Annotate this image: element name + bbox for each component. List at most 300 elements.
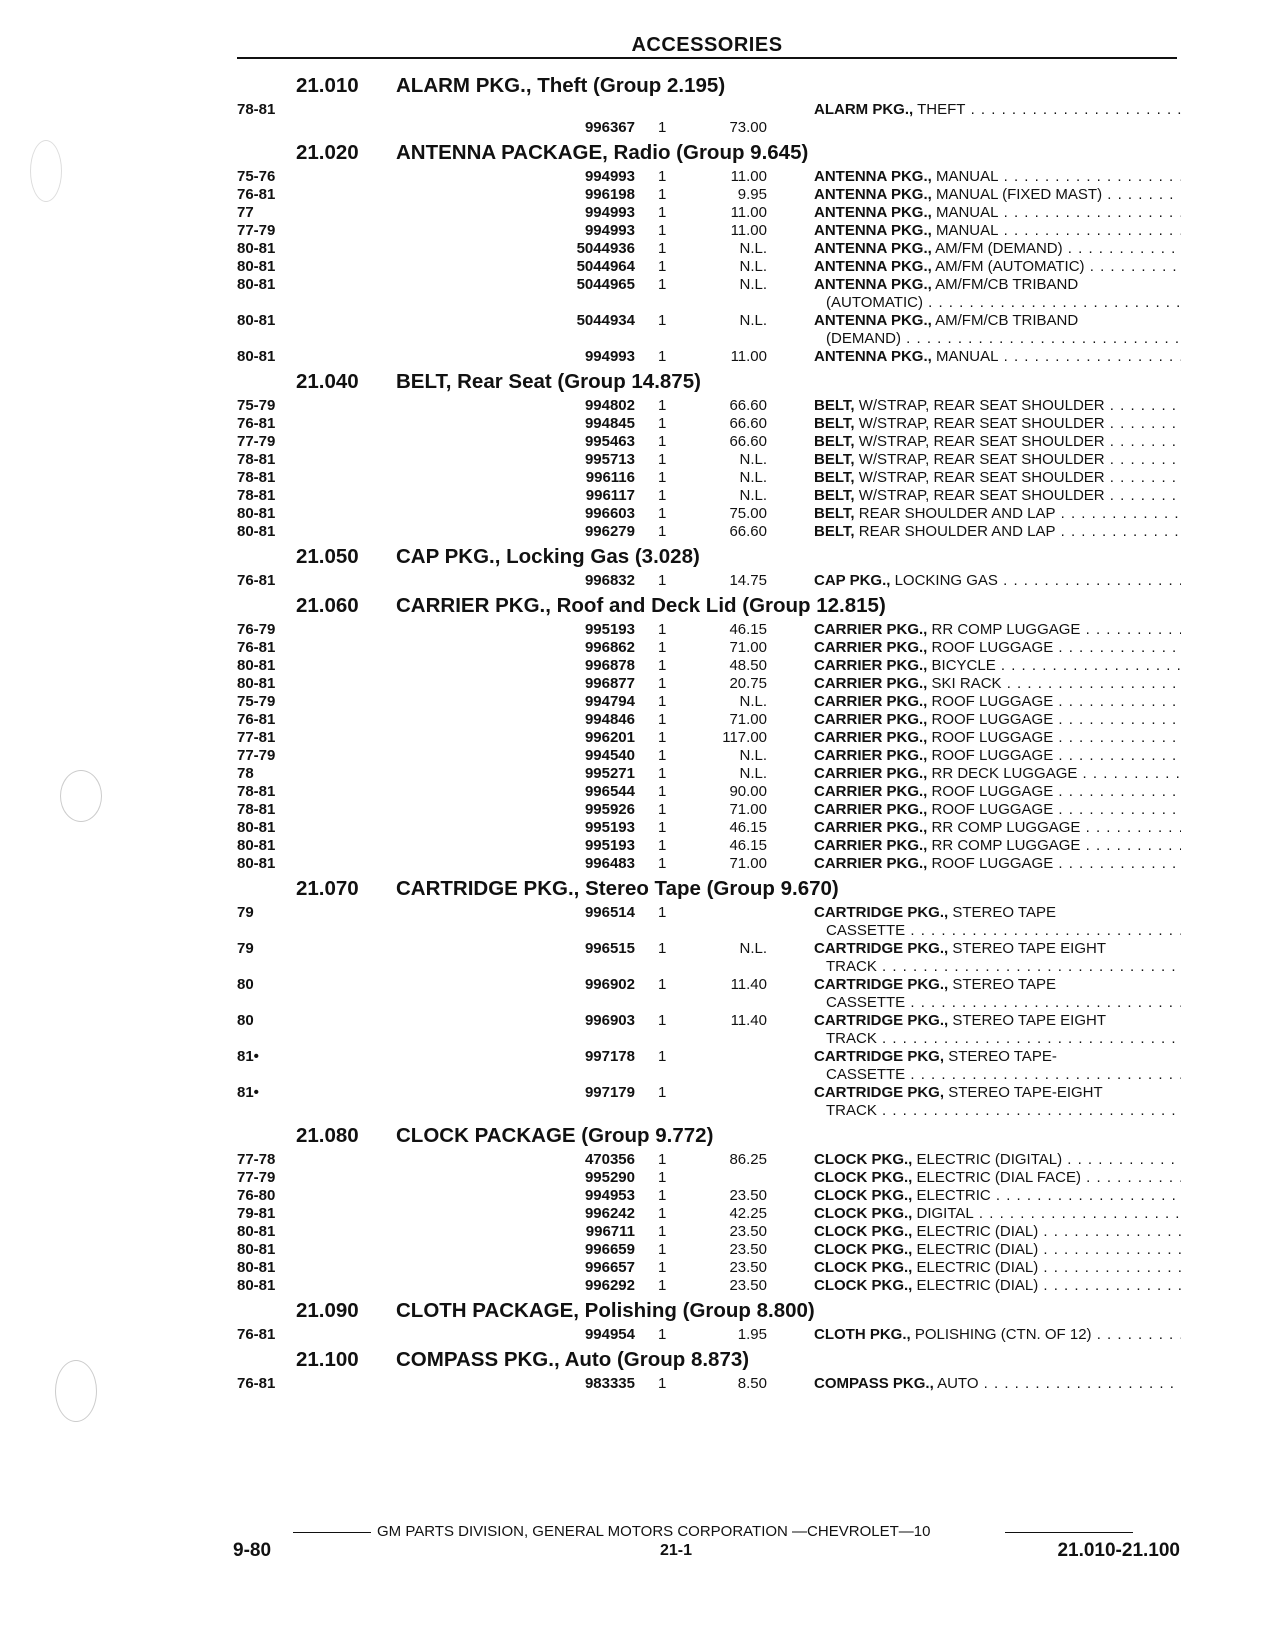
model-year: 76-79 [237,621,276,638]
description-text [814,657,1181,675]
part-number: 996367 [584,119,635,136]
quantity: 1 [658,348,667,365]
quantity: 1 [658,487,667,504]
description-line [814,487,1181,505]
description-keyword: BELT, [814,523,855,540]
parts-row [237,904,1182,940]
description-keyword: CARRIER PKG., [814,675,928,692]
price: 66.60 [729,415,767,432]
quantity: 1 [658,976,667,993]
quantity: 1 [658,1151,667,1168]
model-year: 77-79 [237,1169,276,1186]
description-detail: REAR SHOULDER AND LAP [858,523,1056,540]
description-keyword: BELT, [814,469,855,486]
part-number: 995926 [584,801,635,818]
description-line [814,168,1181,186]
part-number: 997179 [584,1084,635,1101]
model-year: 80-81 [237,276,276,293]
part-number: 994845 [584,415,635,432]
description-detail: (DEMAND) [826,330,901,347]
quantity: 1 [658,765,667,782]
description-detail: MANUAL [935,348,999,365]
parts-row [237,258,1182,276]
price: N.L. [739,940,767,957]
description-line [814,783,1181,801]
price: N.L. [739,765,767,782]
description-text [814,976,1181,1012]
quantity: 1 [658,1187,667,1204]
description-detail: ROOF LUGGAGE [931,801,1054,818]
description-text [814,783,1181,801]
price: 46.15 [729,621,767,638]
description-keyword: CLOCK PKG., [814,1241,913,1258]
description-detail: STEREO TAPE EIGHT [952,1012,1106,1029]
price: 11.00 [730,168,767,185]
model-year: 80-81 [237,1277,276,1294]
description-cell [814,693,1181,711]
quantity: 1 [658,621,667,638]
parts-row [237,639,1182,657]
section-heading [237,590,1182,621]
parts-row [237,976,1182,1012]
quantity: 1 [658,837,667,854]
description-detail: MANUAL [935,222,999,239]
parts-row [237,168,1182,186]
parts-row [237,837,1182,855]
section-title: CARRIER PKG., Roof and Deck Lid (Group 12.815) [396,594,886,617]
description-cell [814,855,1181,873]
description-line [814,1326,1181,1344]
model-year: 80-81 [237,1241,276,1258]
description-keyword: CARRIER PKG., [814,819,928,836]
quantity: 1 [658,1375,667,1392]
description-detail: ELECTRIC (DIAL) [916,1259,1039,1276]
price: 46.15 [729,837,767,854]
quantity: 1 [658,1084,667,1101]
description-detail: W/STRAP, REAR SEAT SHOULDER [858,433,1105,450]
description-keyword: CARTRIDGE PKG., [814,976,949,993]
parts-row [237,523,1182,541]
section-title: CLOCK PACKAGE (Group 9.772) [396,1124,714,1147]
quantity: 1 [658,1223,667,1240]
model-year: 80-81 [237,819,276,836]
quantity: 1 [658,1326,667,1343]
footer-section-range: 21.010-21.100 [1057,1540,1180,1561]
model-year: 81• [237,1048,259,1065]
quantity: 1 [658,222,667,239]
description-cell [814,801,1181,819]
parts-row [237,433,1182,451]
description-cell [814,729,1181,747]
section-title: COMPASS PKG., Auto (Group 8.873) [396,1348,750,1371]
description-text [814,1187,1181,1205]
parts-row [237,276,1182,312]
part-number: 996242 [584,1205,635,1222]
part-number: 994993 [584,204,635,221]
description-cell [814,819,1181,837]
description-text [814,1169,1181,1187]
quantity: 1 [658,729,667,746]
description-line [814,1169,1181,1187]
description-keyword: CARRIER PKG., [814,801,928,818]
description-text [814,204,1181,222]
model-year: 78-81 [237,487,276,504]
description-cell [814,765,1181,783]
model-year: 79 [237,940,254,957]
model-year: 75-76 [237,168,276,185]
description-detail: MANUAL (FIXED MAST) [935,186,1103,203]
quantity: 1 [658,240,667,257]
part-number: 994993 [584,168,635,185]
price: 75.00 [729,505,767,522]
description-line [814,294,1181,312]
description-cell [814,523,1181,541]
description-cell [814,1084,1181,1120]
description-line [814,940,1181,958]
description-line [814,330,1181,348]
parts-row [237,940,1182,976]
model-year: 80 [237,1012,254,1029]
section-title: ANTENNA PACKAGE, Radio (Group 9.645) [396,141,809,164]
description-text [814,1151,1181,1169]
price: 1.95 [737,1326,767,1343]
description-keyword: CARRIER PKG., [814,747,928,764]
description-detail: W/STRAP, REAR SEAT SHOULDER [858,487,1105,504]
description-cell [814,1241,1181,1259]
description-cell [814,711,1181,729]
scan-artifact [55,1360,97,1422]
description-detail: CASSETTE [826,1066,906,1083]
part-number: 995193 [584,819,635,836]
part-number: 996544 [584,783,635,800]
part-number: 996201 [584,729,635,746]
price: 66.60 [729,397,767,414]
part-number: 994954 [584,1326,635,1343]
parts-row [237,451,1182,469]
description-keyword: CLOCK PKG., [814,1205,913,1222]
description-text [814,1223,1181,1241]
quantity: 1 [658,1012,667,1029]
description-line [814,505,1181,523]
description-line [814,572,1181,590]
description-cell [814,1375,1181,1393]
description-detail: TRACK [826,1030,877,1047]
description-detail: ROOF LUGGAGE [931,693,1054,710]
model-year: 80-81 [237,855,276,872]
parts-row [237,855,1182,873]
price: 48.50 [729,657,767,674]
price: 66.60 [729,523,767,540]
description-keyword: CARRIER PKG., [814,639,928,656]
description-line [814,451,1181,469]
footer-page-number: 21-1 [660,1542,693,1559]
model-year: 78-81 [237,451,276,468]
quantity: 1 [658,855,667,872]
section-number: 21.020 [296,141,359,164]
description-text [814,765,1181,783]
model-year: 80-81 [237,312,276,329]
part-number: 470356 [584,1151,635,1168]
description-cell [814,397,1181,415]
description-text [814,312,1181,348]
description-cell [814,433,1181,451]
parts-row [237,801,1182,819]
model-year: 76-81 [237,1326,276,1343]
model-year: 76-80 [237,1187,276,1204]
description-keyword: CLOTH PKG., [814,1326,911,1343]
part-number: 994993 [584,348,635,365]
description-line [814,1102,1181,1120]
description-text [814,1012,1181,1048]
description-text [814,1205,1181,1223]
description-detail: TRACK [826,958,877,975]
price: 46.15 [729,819,767,836]
quantity: 1 [658,1241,667,1258]
parts-row [237,783,1182,801]
description-keyword: ANTENNA PKG., [814,240,932,257]
model-year: 78 [237,765,254,782]
description-detail: ELECTRIC (DIAL) [916,1223,1039,1240]
part-number: 983335 [584,1375,635,1392]
description-cell [814,451,1181,469]
parts-row [237,657,1182,675]
model-year: 80-81 [237,523,276,540]
description-cell [814,1187,1181,1205]
description-keyword: ANTENNA PKG., [814,312,932,329]
quantity: 1 [658,276,667,293]
part-number: 994794 [584,693,635,710]
description-detail: AM/FM (AUTOMATIC) [935,258,1085,275]
parts-row [237,1012,1182,1048]
model-year: 79-81 [237,1205,276,1222]
description-cell [814,621,1181,639]
quantity: 1 [658,1048,667,1065]
model-year: 76-81 [237,572,276,589]
description-detail: W/STRAP, REAR SEAT SHOULDER [858,451,1105,468]
description-text [814,505,1181,523]
model-year: 80-81 [237,505,276,522]
price: N.L. [739,693,767,710]
parts-row [237,1169,1182,1187]
parts-row [237,487,1182,505]
description-keyword: ANTENNA PKG., [814,276,932,293]
description-keyword: CLOCK PKG., [814,1151,913,1168]
parts-row [237,397,1182,415]
quantity: 1 [658,451,667,468]
model-year: 76-81 [237,1375,276,1392]
parts-listing [237,70,1182,1393]
description-keyword: CARTRIDGE PKG., [814,1012,949,1029]
description-line [814,765,1181,783]
model-year: 77 [237,204,254,221]
description-cell [814,469,1181,487]
section-title: CARTRIDGE PKG., Stereo Tape (Group 9.670) [396,877,839,900]
description-cell [814,837,1181,855]
part-number: 5044965 [576,276,635,293]
price: 14.75 [729,572,767,589]
description-keyword: CARTRIDGE PKG., [814,904,949,921]
part-number: 996832 [584,572,635,589]
model-year: 79 [237,904,254,921]
description-line [814,348,1181,366]
description-keyword: BELT, [814,487,855,504]
part-number: 996711 [585,1223,635,1240]
price: 71.00 [729,855,767,872]
parts-row [237,186,1182,204]
part-number: 996657 [584,1259,635,1276]
part-number: 996862 [584,639,635,656]
part-number: 995713 [584,451,635,468]
description-cell [814,1326,1181,1344]
description-detail: STEREO TAPE [952,976,1056,993]
description-text [814,101,1181,119]
quantity: 1 [658,415,667,432]
quantity: 1 [658,523,667,540]
parts-row [237,101,1182,137]
description-text [814,222,1181,240]
price: N.L. [739,747,767,764]
part-number: 997178 [584,1048,635,1065]
price: 11.00 [730,348,767,365]
quantity: 1 [658,1277,667,1294]
description-detail: STEREO TAPE- [948,1048,1057,1065]
description-cell [814,1012,1181,1048]
description-keyword: CARRIER PKG., [814,657,928,674]
footer-corp: GM PARTS DIVISION, GENERAL MOTORS CORPORATION —CHEVROLET—10 [377,1523,931,1540]
part-number: 994953 [584,1187,635,1204]
price: 71.00 [729,639,767,656]
model-year: 76-81 [237,186,276,203]
quantity: 1 [658,783,667,800]
model-year: 80-81 [237,675,276,692]
description-line [814,101,1181,119]
parts-row [237,1326,1182,1344]
part-number: 996877 [584,675,635,692]
description-cell [814,240,1181,258]
description-keyword: ANTENNA PKG., [814,204,932,221]
description-keyword: ANTENNA PKG., [814,186,932,203]
parts-row [237,1187,1182,1205]
quantity: 1 [658,1169,667,1186]
price: 11.40 [730,976,767,993]
description-detail: DIGITAL [916,1205,974,1222]
section-heading [237,366,1182,397]
description-text [814,276,1181,312]
description-detail: MANUAL [935,168,999,185]
part-number: 994540 [584,747,635,764]
description-cell [814,1205,1181,1223]
parts-row [237,621,1182,639]
section-heading [237,1295,1182,1326]
description-detail: BICYCLE [931,657,996,674]
description-detail: SKI RACK [931,675,1002,692]
description-keyword: CARRIER PKG., [814,765,928,782]
description-cell [814,747,1181,765]
price: 11.00 [730,222,767,239]
description-detail: RR COMP LUGGAGE [931,837,1081,854]
description-text [814,469,1181,487]
part-number: 994802 [584,397,635,414]
description-text [814,1048,1181,1084]
model-year: 75-79 [237,693,276,710]
description-text [814,397,1181,415]
price: N.L. [739,276,767,293]
description-cell [814,487,1181,505]
quantity: 1 [658,675,667,692]
description-line [814,1375,1181,1393]
description-detail: RR COMP LUGGAGE [931,819,1081,836]
parts-row [237,240,1182,258]
price: 86.25 [729,1151,767,1168]
description-cell [814,505,1181,523]
description-cell [814,348,1181,366]
description-keyword: CARRIER PKG., [814,855,928,872]
section-heading [237,70,1182,101]
description-line [814,1151,1181,1169]
description-cell [814,1259,1181,1277]
description-line [814,639,1181,657]
description-text [814,729,1181,747]
quantity: 1 [658,639,667,656]
parts-row [237,1277,1182,1295]
page-header: ACCESSORIES [631,34,783,56]
description-line [814,1223,1181,1241]
part-number: 996603 [584,505,635,522]
description-line [814,240,1181,258]
description-line [814,1259,1181,1277]
description-detail: ELECTRIC (DIGITAL) [916,1151,1063,1168]
part-number: 996514 [584,904,635,921]
description-text [814,819,1181,837]
quantity: 1 [658,904,667,921]
description-keyword: ALARM PKG., [814,101,914,118]
description-keyword: BELT, [814,415,855,432]
description-keyword: BELT, [814,451,855,468]
price: 11.40 [730,1012,767,1029]
description-detail: TRACK [826,1102,877,1119]
model-year: 76-81 [237,711,276,728]
parts-row [237,675,1182,693]
description-line [814,819,1181,837]
description-keyword: CLOCK PKG., [814,1223,913,1240]
description-text [814,904,1181,940]
part-number: 995463 [584,433,635,450]
description-detail: (AUTOMATIC) [826,294,923,311]
description-cell [814,276,1181,312]
description-cell [814,783,1181,801]
part-number: 996116 [585,469,635,486]
parts-row [237,747,1182,765]
description-detail: MANUAL [935,204,999,221]
description-cell [814,639,1181,657]
description-text [814,1084,1181,1120]
description-keyword: CARTRIDGE PKG., [814,940,949,957]
parts-row [237,222,1182,240]
description-detail: ROOF LUGGAGE [931,711,1054,728]
description-text [814,639,1181,657]
part-number: 995271 [584,765,635,782]
description-text [814,1326,1181,1344]
description-text [814,675,1181,693]
description-keyword: COMPASS PKG., [814,1375,934,1392]
description-text [814,693,1181,711]
description-keyword: BELT, [814,505,855,522]
model-year: 76-81 [237,639,276,656]
quantity: 1 [658,397,667,414]
description-cell [814,186,1181,204]
description-text [814,940,1181,976]
model-year: 80-81 [237,1259,276,1276]
